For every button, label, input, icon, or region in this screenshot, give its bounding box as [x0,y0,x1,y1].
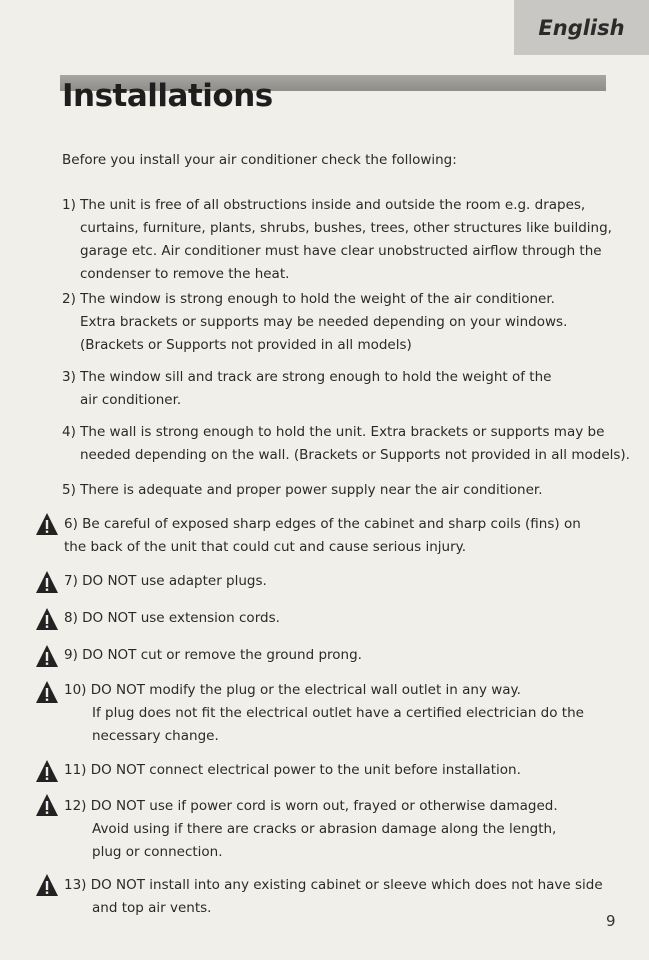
list-item [62,194,612,286]
item-line: 9) DO NOT cut or remove the ground prong. [64,647,362,663]
warning-icon [35,644,59,668]
intro-text: Before you install your air conditioner check the following: [62,152,457,168]
item-line: 1) The unit is free of all obstructions inside and outside the room e.g. drapes, [62,197,586,213]
item-line: curtains, furniture, plants, shrubs, bushes, trees, other structures like building, [80,220,612,236]
warning-icon [35,680,59,704]
list-item [62,421,630,467]
list-item [64,570,267,593]
item-line: 10) DO NOT modify the plug or the electrical wall outlet in any way. [64,682,521,698]
item-line: If plug does not fit the electrical outlet have a certified electrician do the [92,705,584,721]
item-line: 3) The window sill and track are strong enough to hold the weight of the [62,369,552,385]
item-line: condenser to remove the heat. [80,266,290,282]
item-line: needed depending on the wall. (Brackets or Supports not provided in all models). [80,447,630,463]
item-line: 6) Be careful of exposed sharp edges of the cabinet and sharp coils (fins) on [64,516,581,532]
language-label: English [538,15,625,40]
item-line: 11) DO NOT connect electrical power to the unit before installation. [64,762,521,778]
item-line: garage etc. Air conditioner must have clear unobstructed airflow through the [80,243,602,259]
list-item [64,759,521,782]
list-item [64,679,584,748]
item-line: Extra brackets or supports may be needed depending on your windows. [80,314,568,330]
item-line: 8) DO NOT use extension cords. [64,610,280,626]
item-line: 13) DO NOT install into any existing cabinet or sleeve which does not have side [64,877,603,893]
page-title: Installations [62,78,273,114]
item-line: (Brackets or Supports not provided in all models) [80,337,412,353]
item-line: 2) The window is strong enough to hold the weight of the air conditioner. [62,291,555,307]
item-line: necessary change. [92,728,219,744]
item-line: 4) The wall is strong enough to hold the unit. Extra brackets or supports may be [62,424,605,440]
item-line: Avoid using if there are cracks or abrasion damage along the length, [92,821,557,837]
warning-icon [35,793,59,817]
item-line: 12) DO NOT use if power cord is worn out, frayed or otherwise damaged. [64,798,558,814]
list-item [64,607,280,630]
list-item [62,288,567,357]
item-line: plug or connection. [92,844,223,860]
warning-icon [35,873,59,897]
item-line: 7) DO NOT use adapter plugs. [64,573,267,589]
item-line: the back of the unit that could cut and cause serious injury. [64,539,467,555]
warning-icon [35,607,59,631]
page-number: 9 [606,912,616,930]
list-item [64,513,581,559]
item-line: and top air vents. [92,900,212,916]
list-item [62,366,551,412]
warning-icon [35,512,59,536]
language-tab [514,0,649,55]
warning-icon [35,570,59,594]
list-item [64,644,362,667]
list-item [64,795,558,864]
list-item [62,479,543,502]
list-item [64,874,603,920]
item-line: air conditioner. [80,392,182,408]
warning-icon [35,759,59,783]
item-line: 5) There is adequate and proper power supply near the air conditioner. [62,482,543,498]
